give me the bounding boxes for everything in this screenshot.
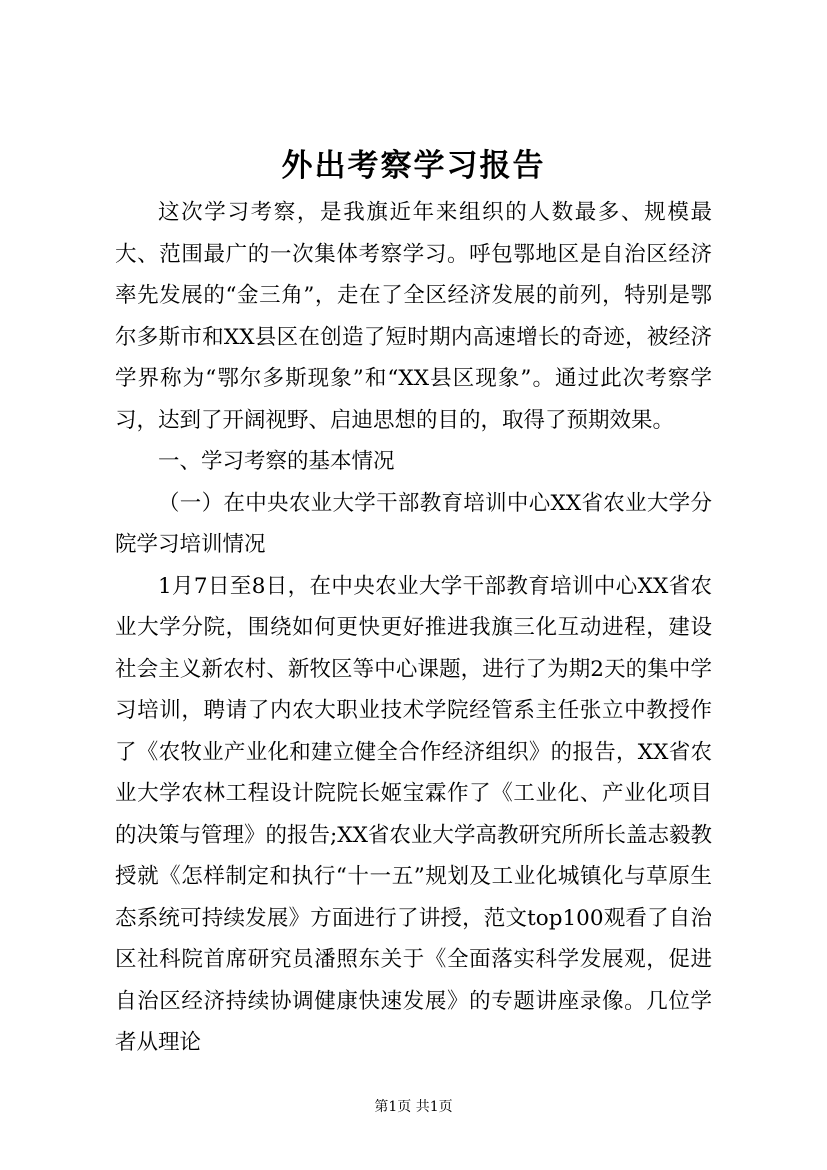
section-heading: 一、学习考察的基本情况 [158,449,395,474]
body-paragraph: 1月7日至8日，在中央农业大学干部教育培训中心XX省农业大学分院，围绕如何更快更好推进我旗三化互动进程，建设社会主义新农村、新牧区等中心课题，进行了为期2天的集中学习培训，聘请了内农大职业技术学院经管系主任张立中教授作了《农牧业产业化和建立健全合作经济组织》的报告，XX省农业大学农林工程设计院院长姬宝霖作了《工业化、产业化项目的决策与管理》的报告;XX省农业大学高教研究所所长盖志毅教授就《怎样制定和执行“十一五”规划及工业化城镇化与草原生态系统可持续发展》方面进行了讲授，范文top100观看了自治区社科院首席研究员潘照东关于《全面落实科学发展观，促进自治区经济持续协调健康快速发展》的专题讲座录像。几位学者从理论 [115,573,712,1055]
document-body [115,192,712,1064]
intro-paragraph: 这次学习考察，是我旗近年来组织的人数最多、规模最大、范围最广的一次集体考察学习。呼包鄂地区是自治区经济率先发展的“金三角”，走在了全区经济发展的前列，特别是鄂尔多斯市和XX县区在创造了短时期内高速增长的奇迹，被经济学界称为“鄂尔多斯现象”和“XX县区现象”。通过此次考察学习，达到了开阔视野、启迪思想的目的，取得了预期效果。 [115,200,712,433]
subsection-heading: （一）在中央农业大学干部教育培训中心XX省农业大学分院学习培训情况 [115,490,712,557]
page-footer: 第1页 共1页 [374,1099,453,1115]
document-title: 外出考察学习报告 [281,148,546,184]
